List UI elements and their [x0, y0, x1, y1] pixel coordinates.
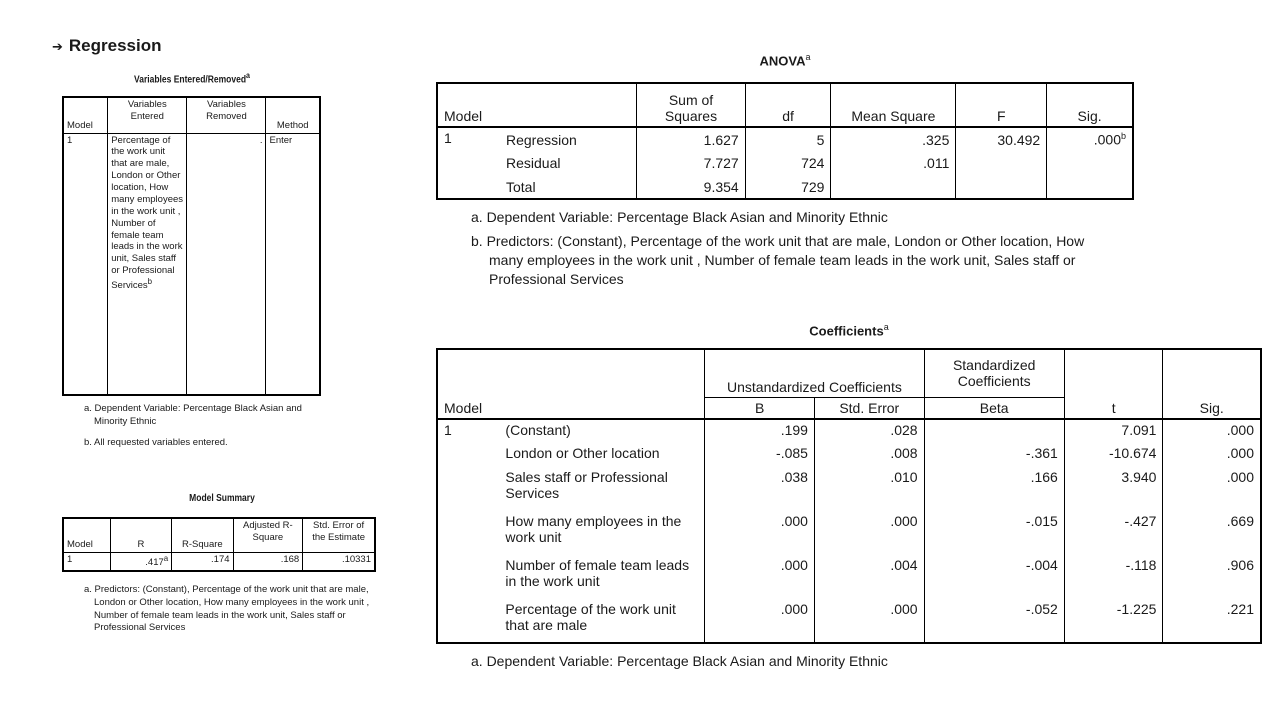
model-summary-note: a. Predictors: (Constant), Percentage of the work unit that are male, London or Other location, How many employees in the work unit , Number of female team leads in the work unit, Sales staff or Professional Services — [84, 584, 370, 634]
anova-ss-cell: 1.627 — [637, 127, 745, 151]
col-header-entered: Variables Entered — [108, 97, 187, 133]
anova-row-label: Total — [505, 178, 536, 195]
regression-heading — [52, 36, 162, 56]
anova-df-cell: 5 — [745, 127, 831, 151]
table-row — [437, 555, 1261, 599]
anova-header-df: df — [745, 83, 831, 127]
anova-ss-cell: 7.727 — [637, 151, 745, 175]
note-a: a. Dependent Variable: Percentage Black Asian and Minority Ethnic — [84, 403, 302, 427]
anova-header-sig: Sig. — [1047, 83, 1133, 127]
ms-header-std-error: Std. Error of the Estimate — [303, 518, 375, 552]
regression-title: Regression — [68, 36, 162, 55]
anova-f-cell — [956, 175, 1047, 199]
coef-header-unstd: Unstandardized Coefficients — [705, 349, 924, 397]
anova-sig-cell — [1047, 175, 1133, 199]
col-header-model: Model — [63, 97, 108, 133]
table-row — [437, 151, 1133, 175]
coef-header-se: Std. Error — [814, 397, 924, 419]
col-header-removed: Variables Removed — [187, 97, 266, 133]
ms-header-adj-r-square: Adjusted R-Square — [233, 518, 303, 552]
note-b: b. All requested variables entered. — [84, 436, 228, 448]
table-row — [437, 443, 1261, 467]
coef-header-b: B — [705, 397, 815, 419]
coef-b-cell: .000 — [705, 511, 815, 555]
coef-se-cell: .008 — [814, 443, 924, 467]
coef-se-cell: .000 — [814, 599, 924, 643]
anova-f-cell — [956, 151, 1047, 175]
col-header-method: Method — [266, 97, 320, 133]
coef-b-cell: -.085 — [705, 443, 815, 467]
coef-sig-cell: .669 — [1163, 511, 1261, 555]
coef-t-cell: -1.225 — [1064, 599, 1163, 643]
coef-se-cell: .004 — [814, 555, 924, 599]
anova-ss-cell: 9.354 — [637, 175, 745, 199]
coef-row-label: How many employees in the work unit — [505, 513, 682, 545]
anova-f-cell: 30.492 — [956, 127, 1047, 151]
model-cell: 1 — [63, 133, 108, 395]
coef-header-t: t — [1064, 349, 1163, 419]
coef-t-cell: -.427 — [1064, 511, 1163, 555]
coefficients-note: a. Dependent Variable: Percentage Black Asian and Minority Ethnic — [471, 653, 888, 669]
coef-sig-cell: .000 — [1163, 419, 1261, 443]
anova-title: ANOVA$^a$ — [759, 52, 811, 69]
table-row — [437, 599, 1261, 643]
coef-header-std: Standardized Coefficients — [924, 349, 1064, 397]
anova-ms-cell — [831, 175, 956, 199]
anova-notes — [471, 208, 1111, 289]
coefficients-table — [436, 348, 1262, 644]
coef-se-cell: .028 — [814, 419, 924, 443]
table-row — [437, 419, 1261, 443]
coef-row-label: (Constant) — [505, 422, 571, 438]
anova-ms-cell: .325 — [831, 127, 956, 151]
removed-cell: . — [187, 133, 266, 395]
method-cell: Enter — [266, 133, 320, 395]
coef-beta-cell: -.004 — [924, 555, 1064, 599]
coef-sig-cell: .000 — [1163, 467, 1261, 511]
coef-b-cell: .000 — [705, 599, 815, 643]
ms-std-error-cell: .10331 — [303, 552, 375, 571]
anova-ms-cell: .011 — [831, 151, 956, 175]
variables-entered-title: Variables Entered/Removed$^a$ — [134, 70, 250, 86]
coef-sig-cell: .906 — [1163, 555, 1261, 599]
anova-header-ms: Mean Square — [831, 83, 956, 127]
coef-row-label: London or Other location — [505, 445, 660, 461]
ms-header-r: R — [110, 518, 171, 552]
anova-sig-cell — [1047, 151, 1133, 175]
anova-df-cell: 724 — [745, 151, 831, 175]
coef-header-sig: Sig. — [1163, 349, 1261, 419]
coef-header-model: Model — [437, 349, 705, 419]
ms-adj-r-square-cell: .168 — [233, 552, 303, 571]
coef-beta-cell: -.015 — [924, 511, 1064, 555]
table-row — [437, 175, 1133, 199]
entered-cell: Percentage of the work unit that are male, London or Other location, How many employees in the work unit , Number of female team leads in the work unit, Sales staff or Professional Services$^b$ — [108, 133, 187, 395]
coef-beta-cell: -.052 — [924, 599, 1064, 643]
coef-row-label: Sales staff or Professional Services — [505, 469, 668, 501]
ms-r-square-cell: .174 — [172, 552, 233, 571]
anova-model-cell: 1 — [444, 130, 452, 146]
ms-model-cell: 1 — [63, 552, 110, 571]
coef-t-cell: -10.674 — [1064, 443, 1163, 467]
model-summary-table — [62, 517, 376, 572]
anova-row-label: Regression — [505, 131, 577, 148]
table-row — [437, 511, 1261, 555]
coef-model-cell: 1 — [444, 422, 452, 438]
coef-t-cell: -.118 — [1064, 555, 1163, 599]
ms-header-r-square: R-Square — [172, 518, 233, 552]
coef-se-cell: .010 — [814, 467, 924, 511]
variables-entered-table — [62, 96, 321, 396]
anova-row-label: Residual — [505, 155, 561, 171]
anova-note-b: b. Predictors: (Constant), Percentage of the work unit that are male, London or Other location, How many employees in the work unit , Number of female team leads in the work unit, Sales staff or Professional Services — [471, 232, 1085, 287]
coefficients-title: Coefficients$^a$ — [809, 322, 889, 339]
coef-se-cell: .000 — [814, 511, 924, 555]
ms-header-model: Model — [63, 518, 110, 552]
coef-beta-cell: .166 — [924, 467, 1064, 511]
anova-table — [436, 82, 1134, 200]
coef-beta-cell: -.361 — [924, 443, 1064, 467]
coef-t-cell: 3.940 — [1064, 467, 1163, 511]
anova-header-ss: Sum of Squares — [637, 83, 745, 127]
anova-header-model: Model — [444, 108, 483, 124]
anova-sig-cell: .000$^b$ — [1047, 127, 1133, 151]
coef-row-label: Percentage of the work unit that are male — [505, 601, 676, 633]
coef-header-beta: Beta — [924, 397, 1064, 419]
anova-note-a: a. Dependent Variable: Percentage Black Asian and Minority Ethnic — [471, 209, 888, 225]
coef-t-cell: 7.091 — [1064, 419, 1163, 443]
coef-row-label: Number of female team leads in the work unit — [505, 557, 690, 589]
coef-sig-cell: .221 — [1163, 599, 1261, 643]
ms-r-cell: .417$^a$ — [110, 552, 171, 571]
model-summary-section — [62, 493, 382, 504]
anova-header-f: F — [956, 83, 1047, 127]
anova-df-cell: 729 — [745, 175, 831, 199]
model-summary-title: Model Summary — [189, 493, 255, 504]
table-row — [437, 467, 1261, 511]
coef-b-cell: .038 — [705, 467, 815, 511]
variables-entered-section — [62, 70, 322, 85]
coef-b-cell: .000 — [705, 555, 815, 599]
coef-sig-cell: .000 — [1163, 443, 1261, 467]
variables-entered-notes — [84, 403, 314, 449]
coef-b-cell: .199 — [705, 419, 815, 443]
coef-beta-cell — [924, 419, 1064, 443]
arrow-right-icon: ➔ — [52, 39, 63, 54]
table-row — [437, 127, 1133, 151]
